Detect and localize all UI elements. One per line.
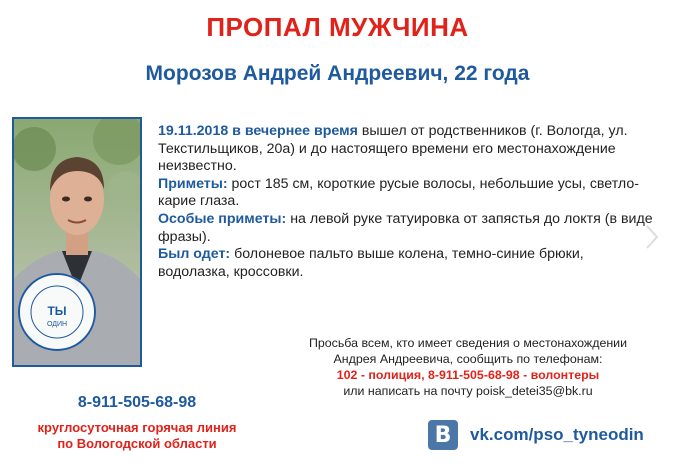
email-line: или написать на почту poisk_detei35@bk.ru — [343, 384, 593, 398]
hotline-line-2: по Вологодской области — [57, 436, 217, 451]
signs-paragraph — [158, 176, 658, 211]
circumstances-paragraph — [158, 123, 658, 176]
contact-request — [268, 335, 668, 399]
special-signs-label: Особые приметы: — [158, 210, 287, 227]
clothes-label: Был одет: — [158, 246, 231, 263]
date-time: 19.11.2018 в вечернее время — [158, 123, 358, 139]
missing-info — [158, 123, 658, 281]
chevron-right-icon[interactable] — [642, 222, 662, 252]
missing-person-photo — [12, 117, 142, 367]
circumstances-text: вышел от родственников (г. Вологда, ул. Текстильщиков, 20а) и до настоящего времени его местонахождение неизвестно. — [158, 123, 628, 175]
hotline-line-1: круглосуточная горячая линия — [37, 420, 237, 435]
special-signs-paragraph — [158, 211, 658, 246]
vk-icon: В — [428, 420, 458, 450]
logo-text-sub: ОДИН — [46, 321, 68, 328]
person-name: Морозов Андрей Андреевич, 22 года — [145, 62, 530, 85]
logo-text-main: ТЫ — [47, 304, 67, 318]
organization-logo — [16, 271, 98, 353]
special-signs-text: на левой руке татуировка от запястья до локтя (в виде фразы). — [158, 210, 653, 245]
signs-text: рост 185 см, короткие русые волосы, небольшие усы, светло-карие глаза. — [158, 175, 639, 210]
hotline-phone: 8-911-505-68-98 — [77, 394, 197, 411]
request-line-1: Просьба всем, кто имеет сведения о местонахождении — [308, 336, 628, 350]
hotline-description — [12, 420, 262, 452]
vk-link-text[interactable]: vk.com/pso_tyneodin — [470, 425, 644, 444]
phone-numbers: 102 - полиция, 8-911-505-68-98 - волонтеры — [336, 368, 600, 382]
signs-label: Приметы: — [158, 175, 228, 192]
request-line-2: Андрея Андреевича, сообщить по телефонам: — [333, 352, 603, 366]
poster-title: ПРОПАЛ МУЖЧИНА — [206, 12, 469, 42]
vk-link[interactable] — [428, 420, 644, 450]
clothes-text: болоневое пальто выше колена, темно-синие брюки, водолазка, кроссовки. — [158, 246, 584, 280]
clothes-paragraph — [158, 246, 658, 281]
